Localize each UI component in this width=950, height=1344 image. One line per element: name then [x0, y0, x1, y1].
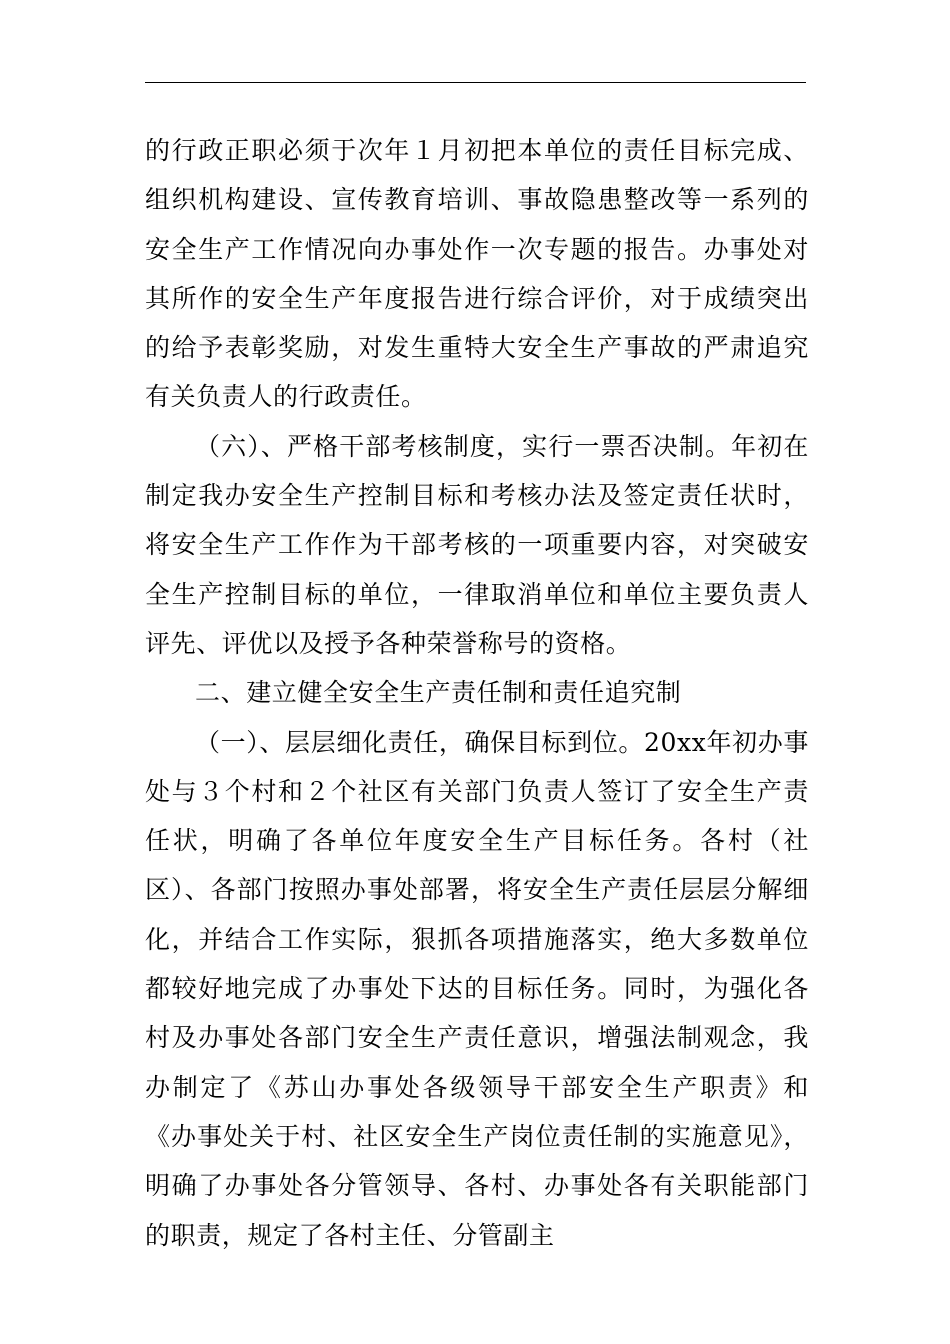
header-rule: [145, 82, 806, 83]
paragraph-item-one: （一）、层层细化责任，确保目标到位。20xx年初办事处与３个村和２个社区有关部门负责人签订了安全生产责任状，明确了各单位年度安全生产目标任务。各村（社区）、各部门按照办事处部署，将安全生产责任层层分解细化，并结合工作实际，狠抓各项措施落实，绝大多数单位都较好地完成了办事处下达的目标任务。同时，为强化各村及办事处各部门安全生产责任意识，增强法制观念，我办制定了《苏山办事处各级领导干部安全生产职责》和《办事处关于村、社区安全生产岗位责任制的实施意见》，明确了办事处各分管领导、各村、办事处各有关职能部门的职责，规定了各村主任、分管副主: [145, 727, 809, 1250]
paragraph-continuation: 的行政正职必须于次年１月初把本单位的责任目标完成、组织机构建设、宣传教育培训、事故隐患整改等一系列的安全生产工作情况向办事处作一次专题的报告。办事处对其所作的安全生产年度报告进行综合评价，对于成绩突出的给予表彰奖励，对发生重特大安全生产事故的严肃追究有关负责人的行政责任。: [145, 136, 809, 412]
section-heading-two: 二、建立健全安全生产责任制和责任追究制: [195, 678, 682, 708]
document-body: [145, 126, 809, 1260]
paragraph-item-six: （六）、严格干部考核制度，实行一票否决制。年初在制定我办安全生产控制目标和考核办法及签定责任状时，将安全生产工作作为干部考核的一项重要内容，对突破安全生产控制目标的单位，一律取消单位和单位主要负责人评先、评优以及授予各种荣誉称号的资格。: [145, 431, 809, 658]
